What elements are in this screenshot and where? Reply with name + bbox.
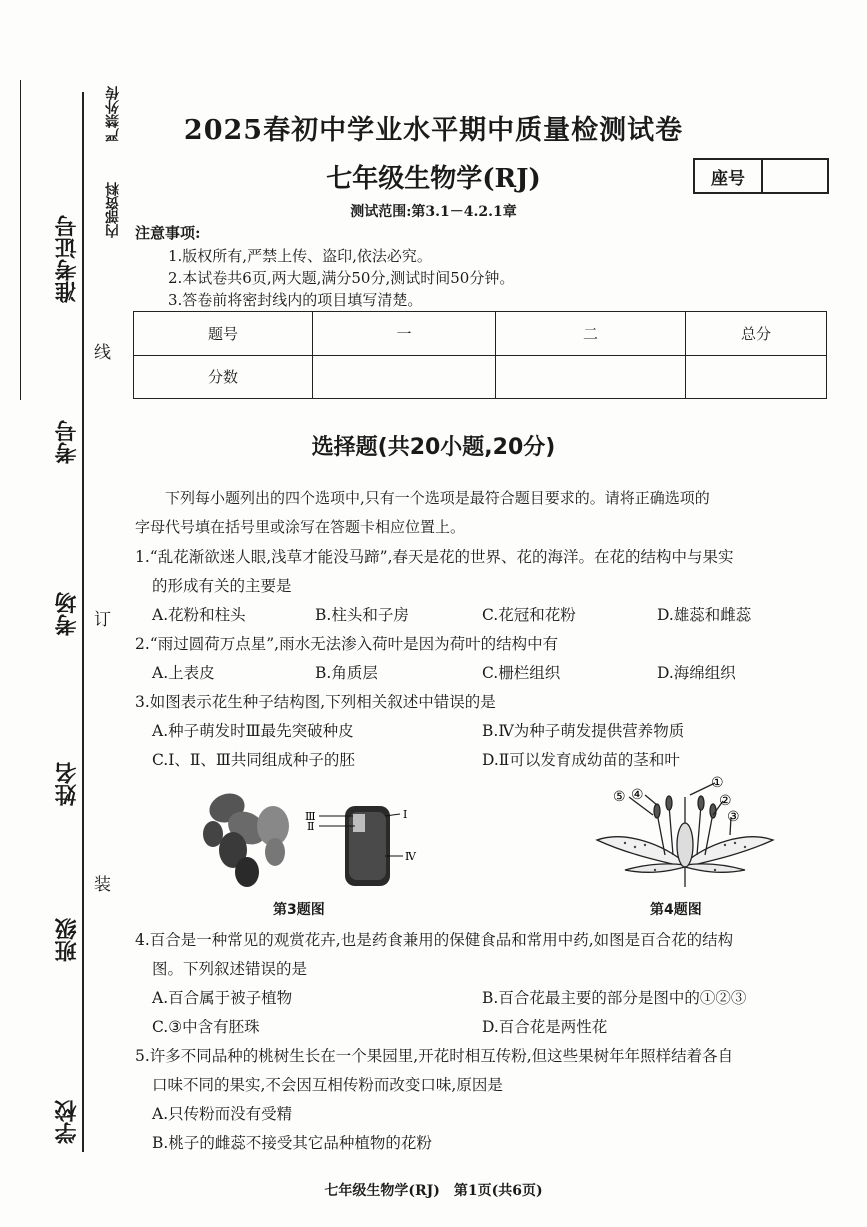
option-a[interactable]: A.只传粉而没有受精 [152, 1105, 293, 1123]
seed-section-illustration [319, 806, 403, 886]
seal-bind-char: 订 [94, 610, 111, 630]
option-d[interactable]: D.百合花是两性花 [482, 1018, 608, 1036]
exam-number-label: 考号 [55, 420, 80, 464]
admission-number-label: 准考证号 [55, 215, 80, 303]
seat-number-label: 座号 [695, 160, 763, 192]
note-item: 2.本试卷共6页,两大题,满分50分,测试时间50分钟。 [168, 269, 515, 287]
seed-label-i: Ⅰ [403, 808, 408, 821]
flower-label-5: ⑤ [613, 789, 626, 805]
flower-label-4: ④ [631, 787, 644, 803]
option-d[interactable]: D.海绵组织 [657, 664, 736, 682]
option-b[interactable]: B.角质层 [315, 664, 378, 682]
table-header-cell: 题号 [134, 312, 313, 356]
option-c[interactable]: C.栅栏组织 [482, 664, 561, 682]
seed-label-ii: Ⅱ [307, 820, 315, 833]
section-instruction [135, 484, 835, 542]
seat-number-field[interactable] [763, 160, 827, 192]
question-4-stem: 4.百合是一种常见的观赏花卉,也是药食兼用的保健食品和常用中药,如图是百合花的结构 [135, 931, 734, 949]
option-a[interactable]: A.上表皮 [152, 664, 215, 682]
table-header-cell: 一 [313, 312, 496, 356]
student-name-label: 姓名 [55, 762, 80, 806]
flower-label-2: ② [719, 793, 732, 809]
school-label: 学校 [55, 1100, 80, 1144]
test-range: 测试范围:第3.1－4.2.1章 [350, 204, 517, 220]
question-1-stem: 1.“乱花渐欲迷人眼,浅草才能没马蹄”,春天是花的世界、花的海洋。在花的结构中与果实 [135, 548, 734, 566]
page-subtitle: 七年级生物学(RJ) [326, 164, 541, 194]
option-a[interactable]: A.花粉和柱头 [152, 606, 246, 624]
section-title: 选择题(共20小题,20分) [311, 435, 556, 460]
table-row [134, 312, 827, 356]
table-row-label: 分数 [134, 355, 313, 399]
score-cell[interactable] [313, 355, 496, 399]
page-footer: 七年级生物学(RJ) 第1页(共6页) [324, 1183, 543, 1199]
instruction-line: 字母代号填在括号里或涂写在答题卡相应位置上。 [135, 518, 466, 536]
question-5-stem: 5.许多不同品种的桃树生长在一个果园里,开花时相互传粉,但这些果树年年照样结着各自 [135, 1047, 734, 1065]
seed-label-iii: Ⅲ [305, 810, 316, 823]
score-cell[interactable] [686, 355, 827, 399]
side-strict: 严禁外传 [105, 86, 121, 142]
seed-label-iv: Ⅳ [405, 850, 416, 863]
seat-number-box [693, 158, 829, 194]
peanut-seed-figure [185, 778, 445, 890]
class-label: 班级 [55, 918, 80, 962]
option-b[interactable]: B.柱头和子房 [315, 606, 409, 624]
option-d[interactable]: D.雄蕊和雌蕊 [657, 606, 752, 624]
option-d[interactable]: D.Ⅱ可以发育成幼苗的茎和叶 [482, 751, 680, 769]
question-4-stem: 图。下列叙述错误的是 [152, 960, 308, 978]
note-item: 1.版权所有,严禁上传、盗印,依法必究。 [168, 247, 432, 265]
exam-room-label: 考场 [55, 592, 80, 636]
instruction-line: 下列每小题列出的四个选项中,只有一个选项是最符合题目要求的。请将正确选项的 [165, 489, 710, 507]
score-table [133, 311, 827, 399]
page-title: 2025春初中学业水平期中质量检测试卷 [183, 115, 684, 146]
table-header-cell: 总分 [686, 312, 827, 356]
table-header-cell: 二 [496, 312, 686, 356]
question-1-stem: 的形成有关的主要是 [152, 577, 292, 595]
peanut-pods-illustration [203, 789, 289, 887]
flower-label-3: ③ [727, 809, 740, 825]
figure-4-caption: 第4题图 [650, 902, 702, 918]
notes-heading: 注意事项: [135, 224, 201, 242]
option-c[interactable]: C.③中含有胚珠 [152, 1018, 260, 1036]
option-a[interactable]: A.百合属于被子植物 [152, 989, 293, 1007]
lily-flower-figure [595, 775, 777, 890]
option-b[interactable]: B.百合花最主要的部分是图中的①②③ [482, 989, 747, 1007]
option-b[interactable]: B.桃子的雌蕊不接受其它品种植物的花粉 [152, 1134, 432, 1152]
figure-3-caption: 第3题图 [273, 902, 325, 918]
option-a[interactable]: A.种子萌发时Ⅲ最先突破种皮 [152, 722, 354, 740]
flower-label-1: ① [711, 775, 724, 791]
table-row [134, 355, 827, 399]
option-c[interactable]: C.花冠和花粉 [482, 606, 576, 624]
note-item: 3.答卷前将密封线内的项目填写清楚。 [168, 291, 423, 309]
side-internal: 内部资料 [105, 182, 121, 238]
option-c[interactable]: C.Ⅰ、Ⅱ、Ⅲ共同组成种子的胚 [152, 751, 355, 769]
score-cell[interactable] [496, 355, 686, 399]
question-3-stem: 3.如图表示花生种子结构图,下列相关叙述中错误的是 [135, 693, 496, 711]
question-2-stem: 2.“雨过圆荷万点星”,雨水无法渗入荷叶是因为荷叶的结构中有 [135, 635, 559, 653]
seal-pack-char: 装 [94, 875, 111, 895]
seal-line-char: 线 [94, 343, 111, 363]
option-b[interactable]: B.Ⅳ为种子萌发提供营养物质 [482, 722, 685, 740]
question-5-stem: 口味不同的果实,不会因互相传粉而改变口味,原因是 [152, 1076, 503, 1094]
